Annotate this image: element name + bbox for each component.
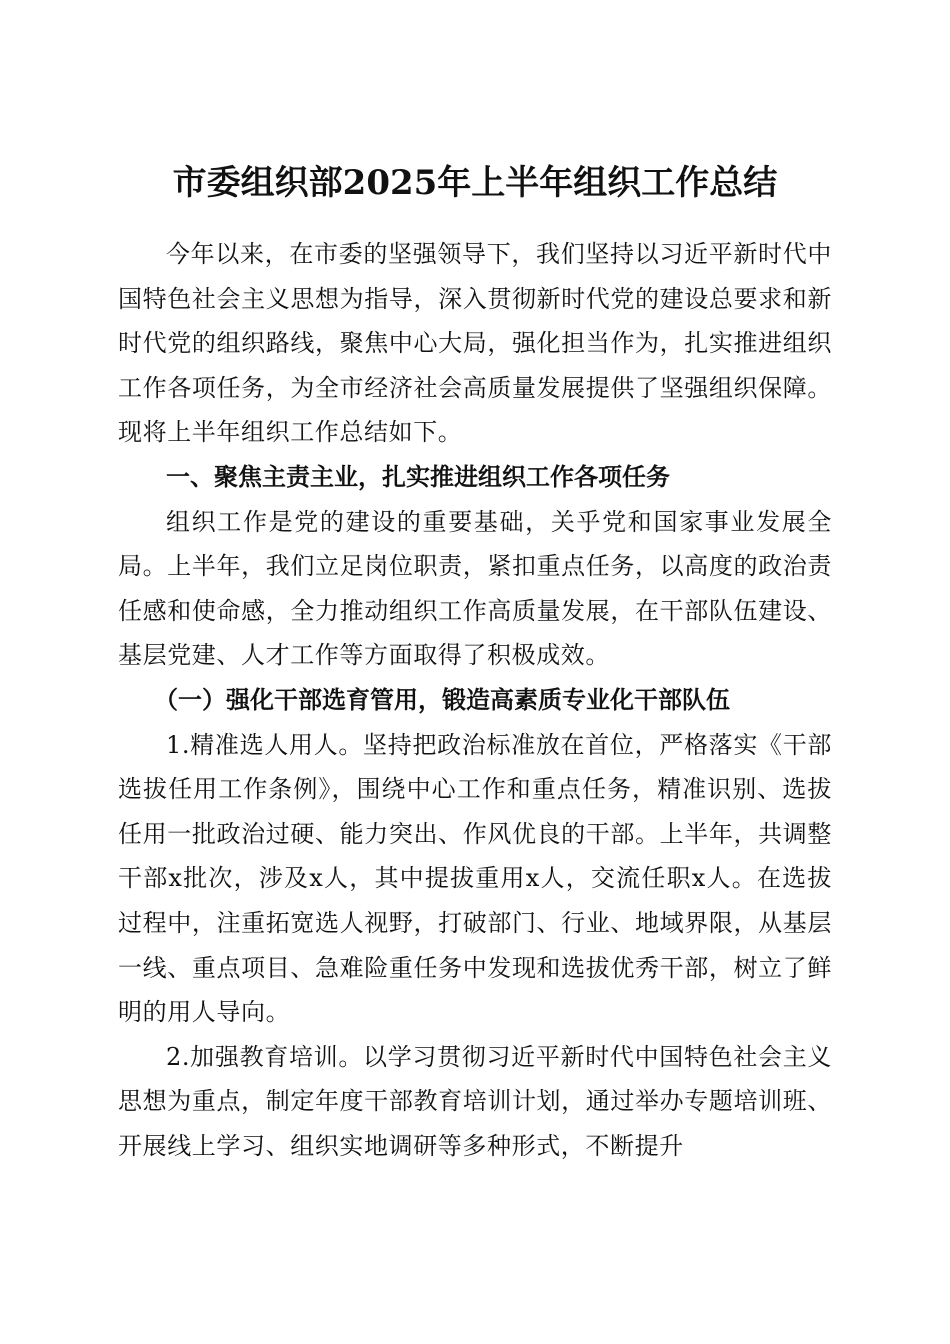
document-body	[118, 232, 832, 1168]
document-title: 市委组织部2025年上半年组织工作总结	[172, 162, 778, 203]
section-heading-1: 一、聚焦主责主业，扎实推进组织工作各项任务	[166, 462, 670, 491]
section-1-paragraph: 组织工作是党的建设的重要基础，关乎党和国家事业发展全局。上半年，我们立足岗位职责，紧扣重点任务，以高度的政治责任感和使命感，全力推动组织工作高质量发展，在干部队伍建设、基层党建、人才工作等方面取得了积极成效。	[118, 507, 832, 670]
item-1-paragraph: 1.精准选人用人。坚持把政治标准放在首位，严格落实《干部选拔任用工作条例》，围绕中心工作和重点任务，精准识别、选拔任用一批政治过硬、能力突出、作风优良的干部。上半年，共调整干部x批次，涉及x人，其中提拔重用x人，交流任职x人。在选拔过程中，注重拓宽选人视野，打破部门、行业、地域界限，从基层一线、重点项目、急难险重任务中发现和选拔优秀干部，树立了鲜明的用人导向。	[118, 730, 832, 1027]
intro-paragraph: 今年以来，在市委的坚强领导下，我们坚持以习近平新时代中国特色社会主义思想为指导，深入贯彻新时代党的建设总要求和新时代党的组织路线，聚焦中心大局，强化担当作为，扎实推进组织工作各项任务，为全市经济社会高质量发展提供了坚强组织保障。现将上半年组织工作总结如下。	[118, 240, 832, 447]
subsection-heading-1: （一）强化干部选育管用，锻造高素质专业化干部队伍	[154, 684, 730, 714]
item-2-paragraph: 2.加强教育培训。以学习贯彻习近平新时代中国特色社会主义思想为重点，制定年度干部教育培训计划，通过举办专题培训班、开展线上学习、组织实地调研等多种形式，不断提升	[118, 1042, 832, 1160]
